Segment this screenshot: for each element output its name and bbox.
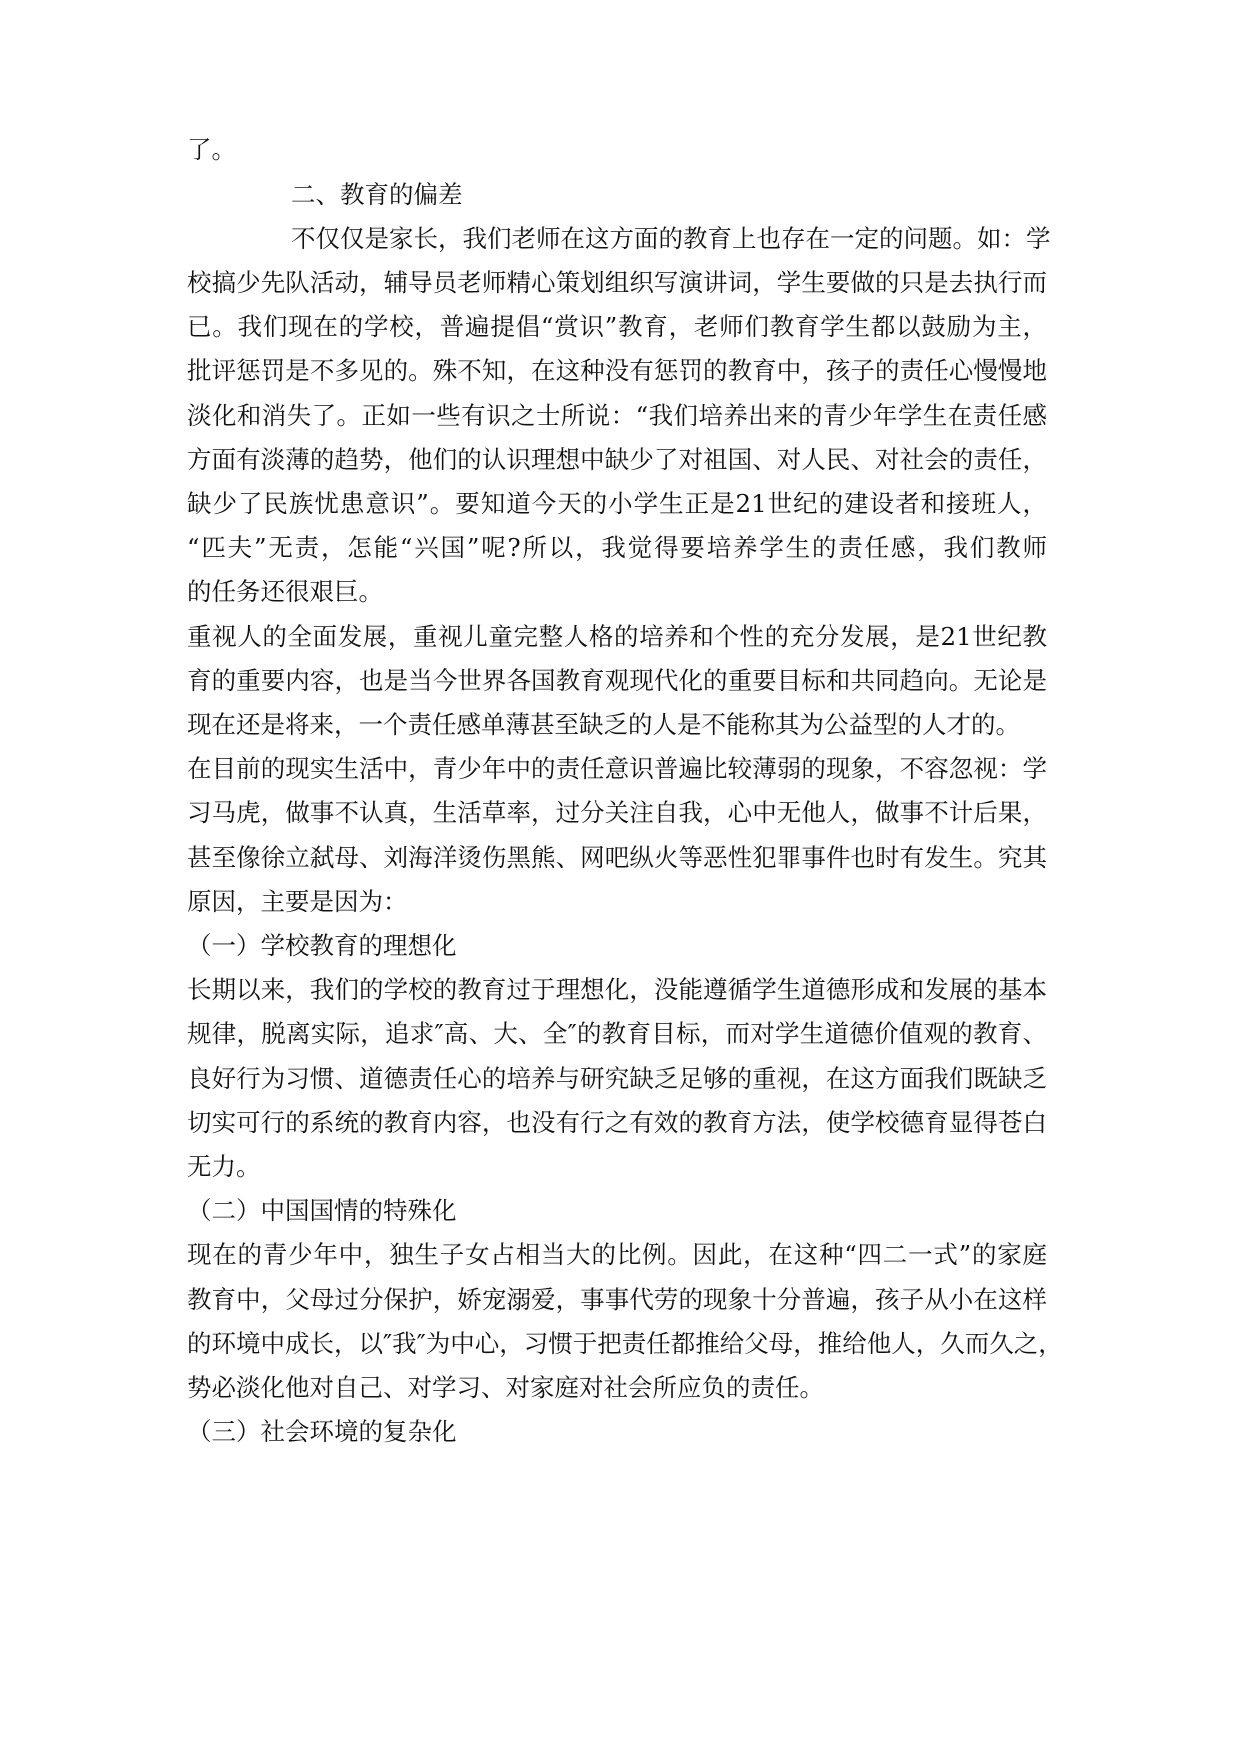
paragraph-line: 淡化和消失了。正如一些有识之士所说：“我们培养出来的青少年学生在责任感 bbox=[187, 401, 1047, 430]
paragraph-line: 无力。 bbox=[187, 1152, 261, 1181]
paragraph-line: 原因，主要是因为： bbox=[187, 887, 408, 916]
subsection-heading: （一）学校教育的理想化 bbox=[187, 931, 457, 960]
subsection-heading: （三）社会环境的复杂化 bbox=[187, 1417, 457, 1446]
paragraph-line: 了。 bbox=[187, 135, 236, 164]
paragraph-line: 已。我们现在的学校，普遍提倡“赏识”教育，老师们教育学生都以鼓励为主， bbox=[187, 312, 1047, 341]
paragraph-line: 规律，脱离实际，追求″高、大、全″的教育目标，而对学生道德价值观的教育、 bbox=[187, 1019, 1047, 1048]
paragraph-line: 在目前的现实生活中，青少年中的责任意识普遍比较薄弱的现象，不容忽视：学 bbox=[187, 754, 1047, 783]
paragraph-line: 切实可行的系统的教育内容，也没有行之有效的教育方法，使学校德育显得苍白 bbox=[187, 1108, 1047, 1137]
paragraph-line: 习马虎，做事不认真，生活草率，过分关注自我，心中无他人，做事不计后果， bbox=[187, 798, 1047, 827]
subsection-heading: （二）中国国情的特殊化 bbox=[187, 1196, 457, 1225]
paragraph-line: 不仅仅是家长，我们老师在这方面的教育上也存在一定的问题。如：学 bbox=[291, 224, 1051, 253]
paragraph-line: 的环境中成长，以″我″为中心，习惯于把责任都推给父母，推给他人，久而久之， bbox=[187, 1329, 1063, 1358]
paragraph-line: 良好行为习惯、道德责任心的培养与研究缺乏足够的重视，在这方面我们既缺乏 bbox=[187, 1064, 1047, 1093]
paragraph-line: 校搞少先队活动，辅导员老师精心策划组织写演讲词，学生要做的只是去执行而 bbox=[187, 268, 1047, 297]
paragraph-line: 的任务还很艰巨。 bbox=[187, 577, 383, 606]
paragraph-line: 现在还是将来，一个责任感单薄甚至缺乏的人是不能称其为公益型的人才的。 bbox=[187, 710, 1020, 739]
paragraph-line: 势必淡化他对自己、对学习、对家庭对社会所应负的责任。 bbox=[187, 1373, 824, 1402]
paragraph-line: 教育中，父母过分保护，娇宠溺爱，事事代劳的现象十分普遍，孩子从小在这样 bbox=[187, 1285, 1047, 1314]
paragraph-line: “匹夫”无责，怎能“兴国”呢?所以，我觉得要培养学生的责任感，我们教师 bbox=[187, 533, 1047, 562]
paragraph-line: 批评惩罚是不多见的。殊不知，在这种没有惩罚的教育中，孩子的责任心慢慢地 bbox=[187, 356, 1047, 385]
paragraph-line: 甚至像徐立弑母、刘海洋烫伤黑熊、网吧纵火等恶性犯罪事件也时有发生。究其 bbox=[187, 843, 1047, 872]
section-heading: 二、教育的偏差 bbox=[291, 180, 463, 209]
paragraph-line: 重视人的全面发展，重视儿童完整人格的培养和个性的充分发展，是21世纪教 bbox=[187, 622, 1047, 651]
paragraph-line: 长期以来，我们的学校的教育过于理想化，没能遵循学生道德形成和发展的基本 bbox=[187, 975, 1047, 1004]
paragraph-line: 现在的青少年中，独生子女占相当大的比例。因此，在这种“四二一式”的家庭 bbox=[187, 1240, 1047, 1269]
paragraph-line: 缺少了民族忧患意识”。要知道今天的小学生正是21世纪的建设者和接班人， bbox=[187, 489, 1047, 518]
paragraph-line: 育的重要内容，也是当今世界各国教育观现代化的重要目标和共同趋向。无论是 bbox=[187, 666, 1047, 695]
paragraph-line: 方面有淡薄的趋势，他们的认识理想中缺少了对祖国、对人民、对社会的责任， bbox=[187, 445, 1047, 474]
